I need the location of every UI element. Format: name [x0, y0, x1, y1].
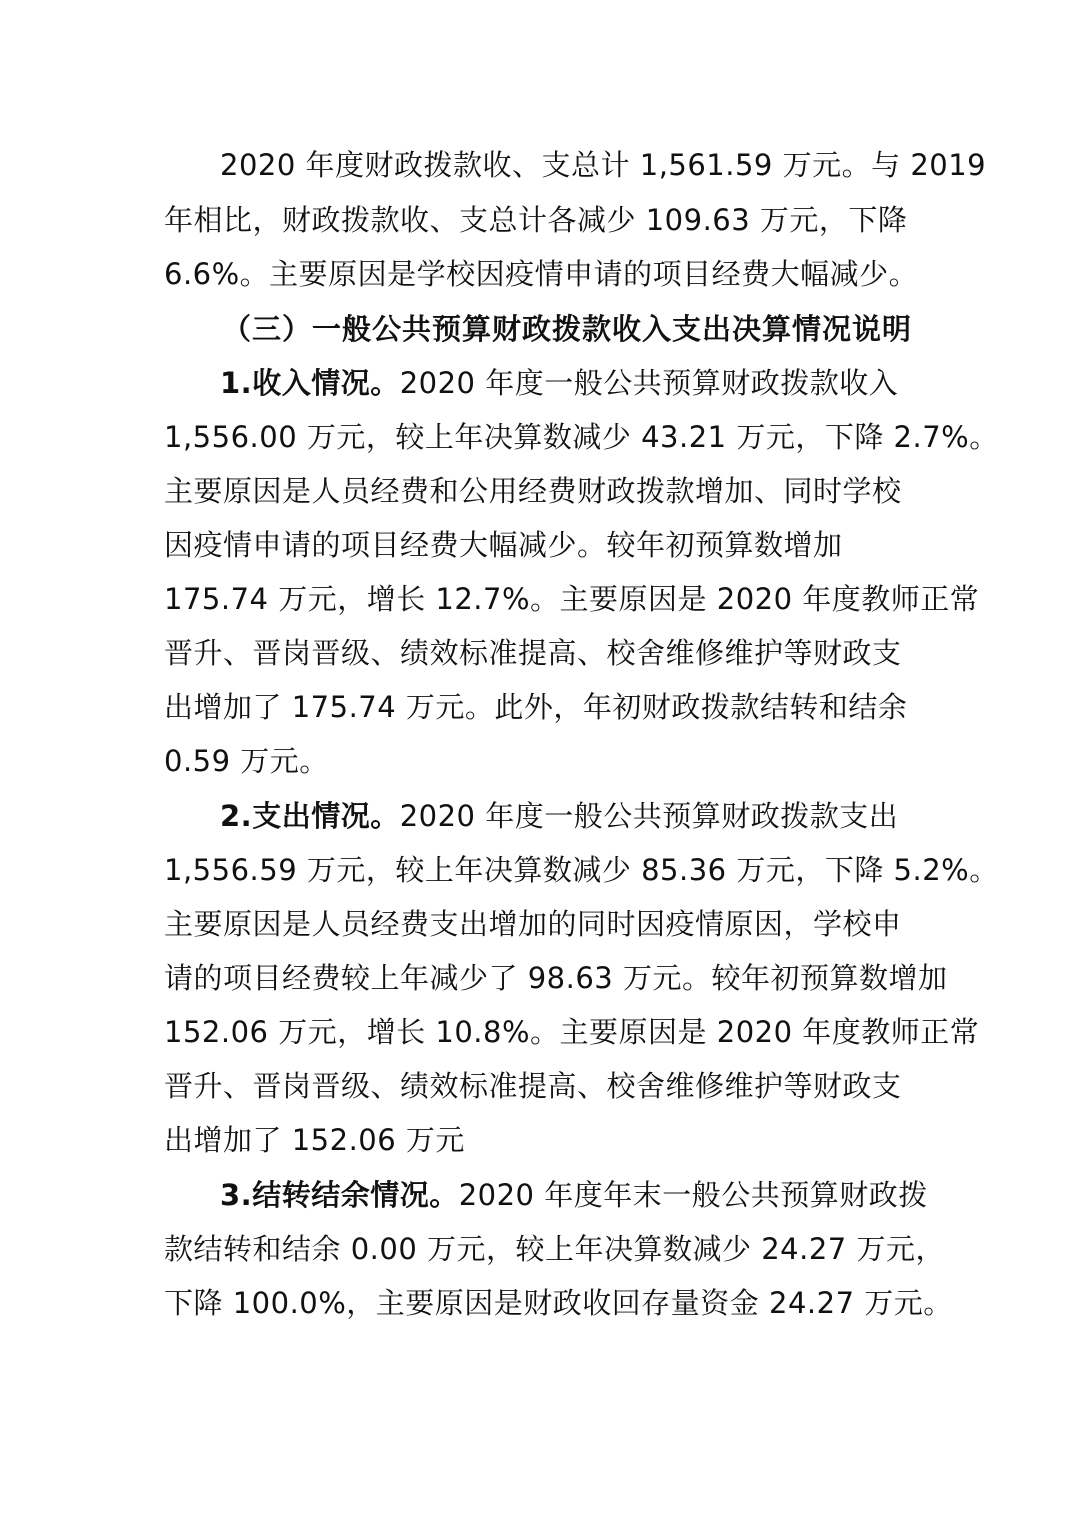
carryover-line-3: 下降 100.0%，主要原因是财政收回存量资金 24.27 万元。: [164, 1286, 953, 1320]
carryover-line-2: 款结转和结余 0.00 万元，较上年决算数减少 24.27 万元，: [164, 1232, 945, 1266]
expenditure-paragraph-line-1: [220, 796, 898, 836]
paragraph-1-line-2: 年相比，财政拨款收、支总计各减少 109.63 万元，下降: [164, 203, 908, 237]
expenditure-first-line-text: 2020 年度一般公共预算财政拨款支出: [399, 799, 899, 833]
carryover-paragraph-line-1: [220, 1175, 928, 1215]
income-line-5: 175.74 万元，增长 12.7%。主要原因是 2020 年度教师正常: [164, 582, 980, 616]
expenditure-line-5: 152.06 万元，增长 10.8%。主要原因是 2020 年度教师正常: [164, 1015, 980, 1049]
income-line-4: 因疫情申请的项目经费大幅减少。较年初预算数增加: [164, 528, 843, 562]
expenditure-line-6: 晋升、晋岗晋级、绩效标准提高、校舍维修维护等财政支: [164, 1069, 902, 1103]
carryover-first-line-text: 2020 年度年末一般公共预算财政拨: [458, 1178, 928, 1212]
income-line-7: 出增加了 175.74 万元。此外，年初财政拨款结转和结余: [164, 690, 908, 724]
income-lead: 1.收入情况。: [220, 366, 400, 400]
expenditure-line-3: 主要原因是人员经费支出增加的同时因疫情原因，学校申: [164, 907, 902, 941]
expenditure-line-7: 出增加了 152.06 万元: [164, 1123, 465, 1157]
expenditure-line-4: 请的项目经费较上年减少了 98.63 万元。较年初预算数增加: [164, 961, 948, 995]
section-heading: （三）一般公共预算财政拨款收入支出决算情况说明: [222, 312, 913, 346]
expenditure-lead: 2.支出情况。: [220, 799, 400, 833]
carryover-lead: 3.结转结余情况。: [220, 1178, 459, 1212]
income-line-6: 晋升、晋岗晋级、绩效标准提高、校舍维修维护等财政支: [164, 636, 902, 670]
income-line-2: 1,556.00 万元，较上年决算数减少 43.21 万元，下降 2.7%。: [164, 420, 999, 454]
paragraph-1-line-3: 6.6%。主要原因是学校因疫情申请的项目经费大幅减少。: [164, 257, 919, 291]
income-paragraph-line-1: [220, 363, 898, 403]
expenditure-line-2: 1,556.59 万元，较上年决算数减少 85.36 万元，下降 5.2%。: [164, 853, 999, 887]
income-line-8: 0.59 万元。: [164, 744, 329, 778]
income-line-3: 主要原因是人员经费和公用经费财政拨款增加、同时学校: [164, 474, 902, 508]
paragraph-1-line-1: 2020 年度财政拨款收、支总计 1,561.59 万元。与 2019: [220, 148, 987, 182]
income-first-line-text: 2020 年度一般公共预算财政拨款收入: [399, 366, 899, 400]
